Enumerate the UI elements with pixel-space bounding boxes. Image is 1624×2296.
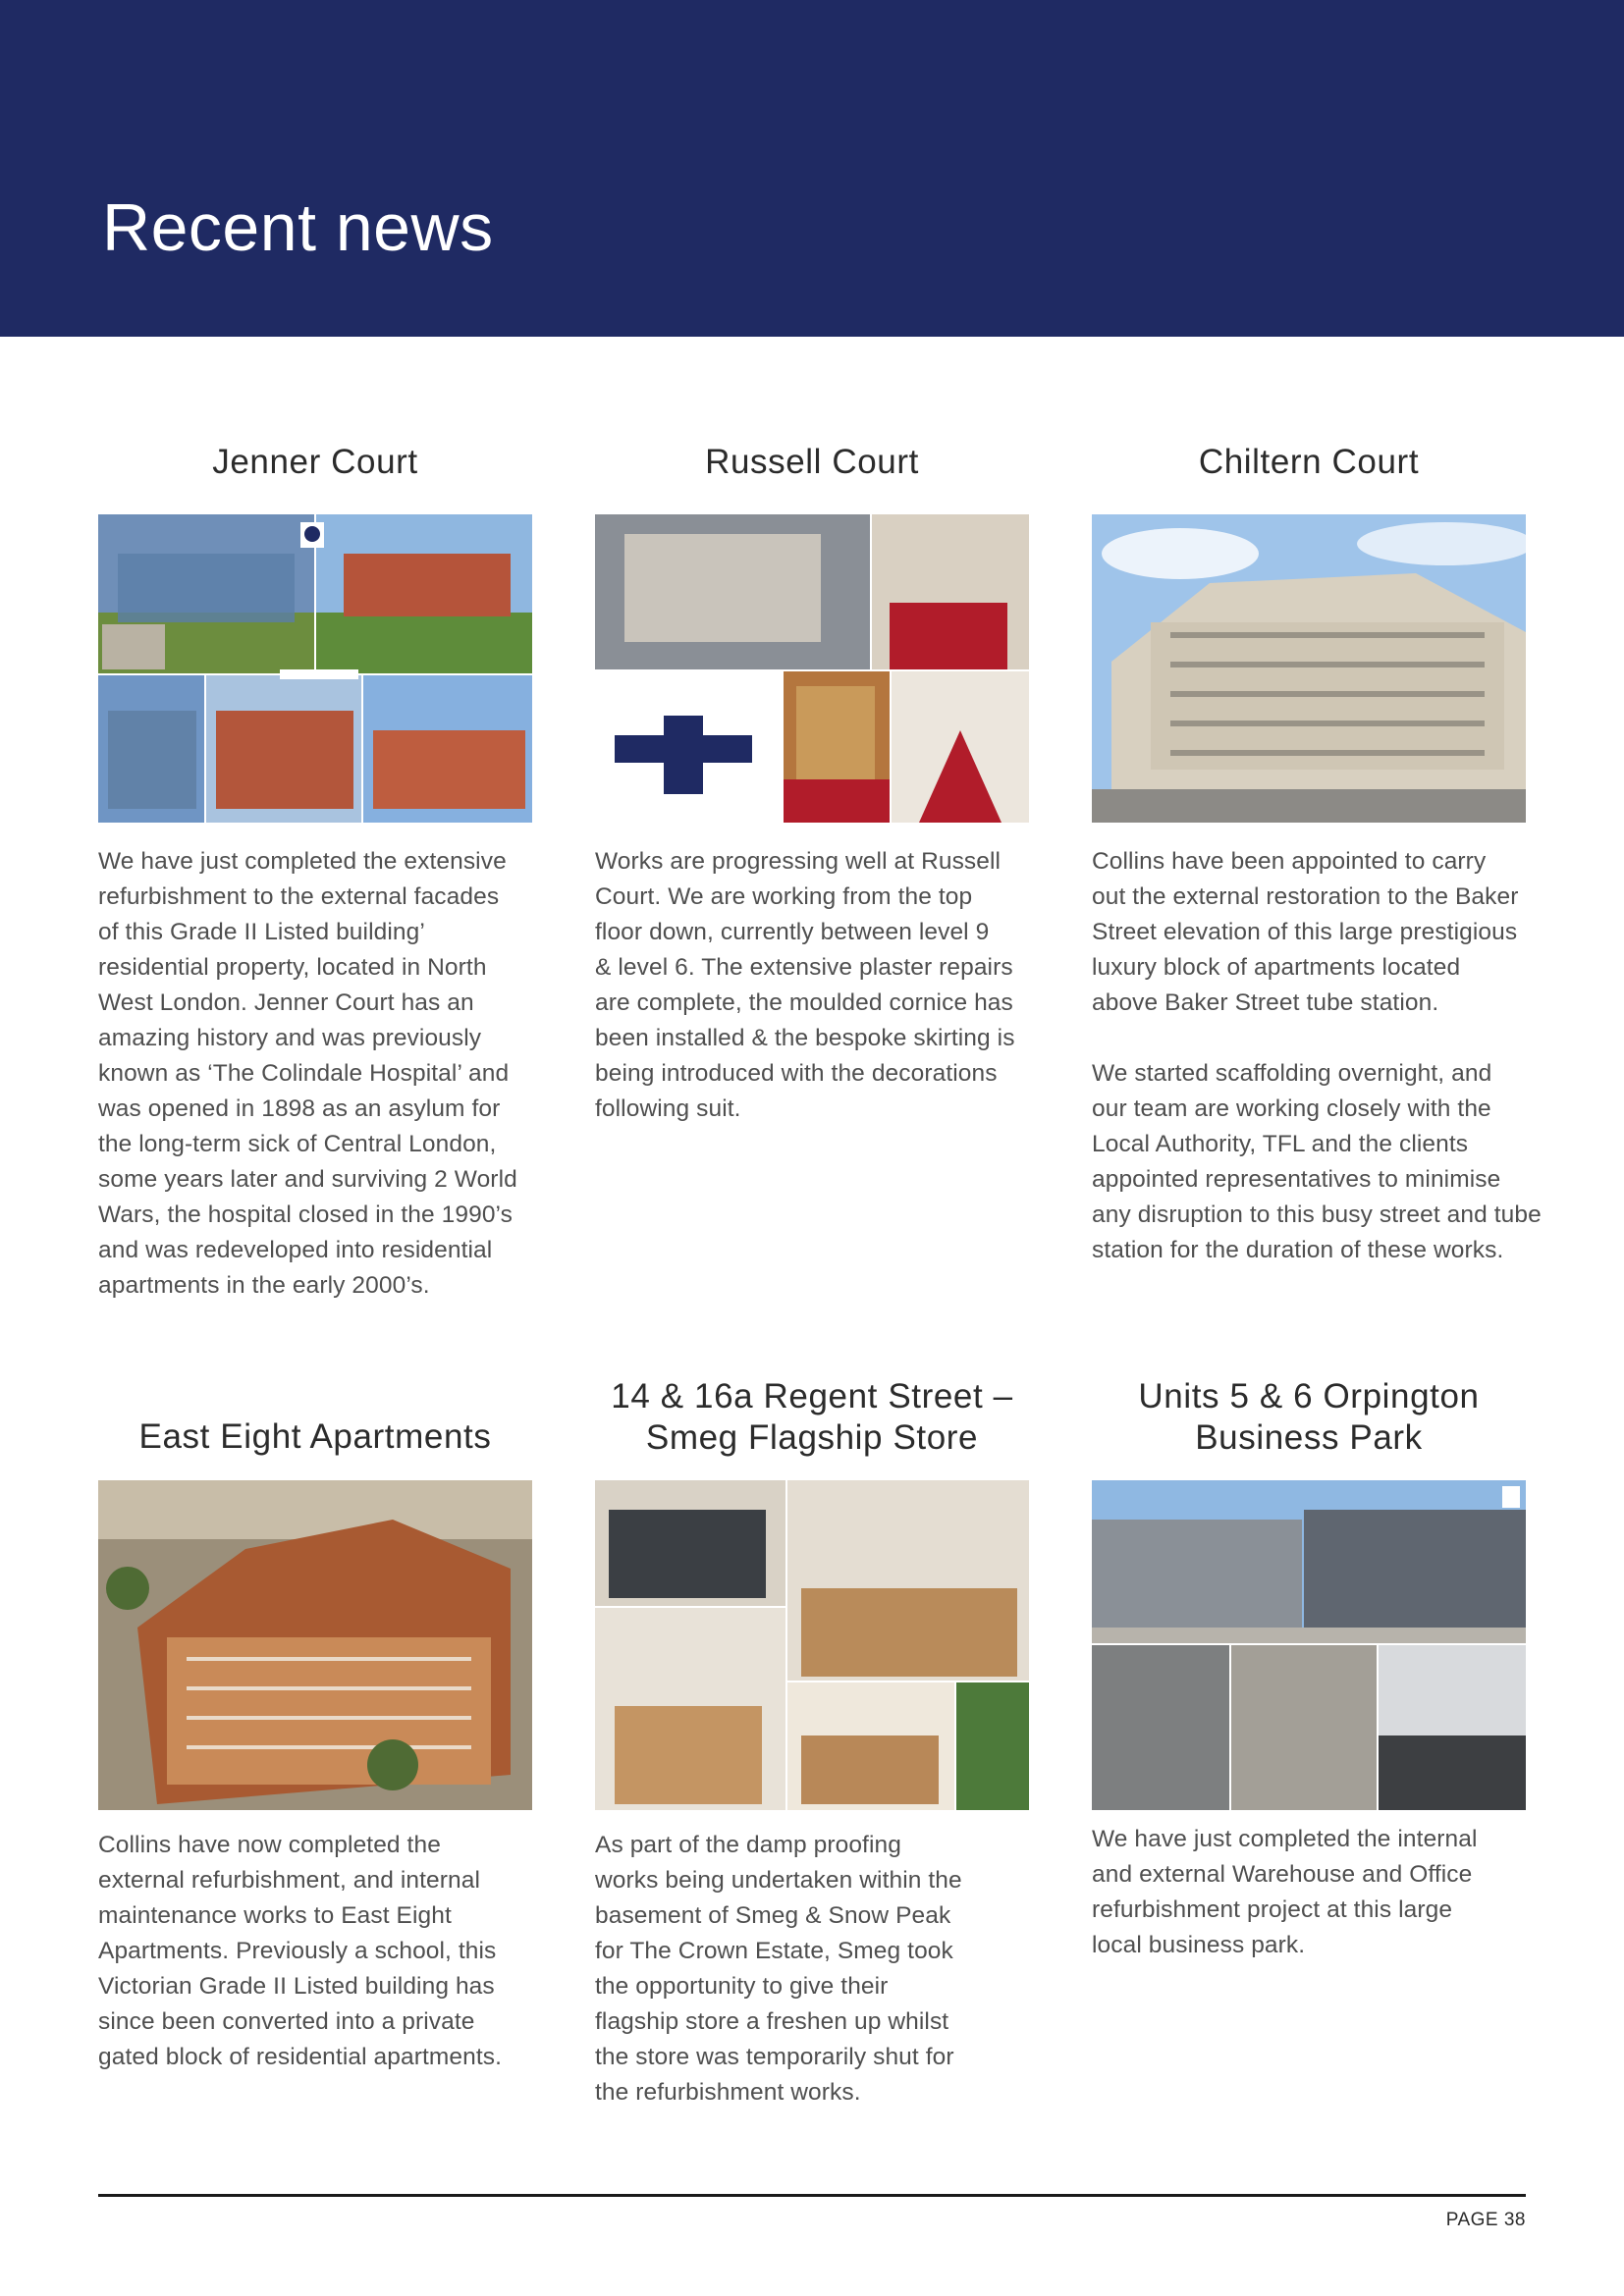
page-title: Recent news bbox=[102, 190, 494, 265]
article-title: East Eight Apartments bbox=[138, 1417, 492, 1456]
article-body: Collins have been appointed to carry out the external restoration to the Baker Street elevation of this large prestigious luxury block of apartments located above Baker Street tube station. We started scaffolding overnight, and our team are working closely with the Local Authority, TFL and the clients appointed representatives to minimise any disruption to this busy street and tube station for the duration of these works. bbox=[1092, 848, 1542, 1263]
article-body: Collins have now completed the external refurbishment, and internal maintenance works to East Eight Apartments. Previously a school, this Victorian Grade II Listed building has since been converted into a private gated block of residential apartments. bbox=[98, 1832, 503, 2070]
article-title: 14 & 16a Regent Street – Smeg Flagship Store bbox=[611, 1377, 1013, 1457]
article-title: Units 5 & 6 Orpington Business Park bbox=[1138, 1377, 1480, 1457]
page-number: PAGE 38 bbox=[1445, 2210, 1526, 2230]
header-band bbox=[0, 0, 1624, 337]
article-photo bbox=[1092, 514, 1526, 823]
article-photo bbox=[98, 1480, 532, 1810]
article-photo bbox=[595, 514, 1029, 823]
article-body: We have just completed the internal and external Warehouse and Office refurbishment project at this large local business park. bbox=[1092, 1826, 1478, 1958]
article-body: As part of the damp proofing works being undertaken within the basement of Smeg & Snow Peak for The Crown Estate, Smeg took the opportunity to give their flagship store a freshen up whilst the store was temporarily shut for the refurbishment works. bbox=[595, 1832, 962, 2106]
article-photo bbox=[98, 514, 532, 823]
article-title: Russell Court bbox=[705, 443, 919, 481]
article-title: Jenner Court bbox=[212, 443, 418, 481]
article-body: We have just completed the extensive refurbishment to the external facades of this Grade II Listed building’ residential property, located in North West London. Jenner Court has an amazing history and was previously known as ‘The Colindale Hospital’ and was opened in 1898 as an asylum for the long-term sick of Central London, some years later and surviving 2 World Wars, the hospital closed in the 1990’s and was redeveloped into residential apartments in the early 2000’s. bbox=[98, 848, 517, 1299]
footer-rule bbox=[98, 2194, 1526, 2197]
article-body: Works are progressing well at Russell Court. We are working from the top floor down, currently between level 9 & level 6. The extensive plaster repairs are complete, the moulded cornice has been installed & the bespoke skirting is being introduced with the decorations following suit. bbox=[595, 848, 1015, 1122]
article-title: Chiltern Court bbox=[1198, 443, 1420, 481]
article-photo bbox=[595, 1480, 1029, 1810]
article-photo bbox=[1092, 1480, 1526, 1810]
